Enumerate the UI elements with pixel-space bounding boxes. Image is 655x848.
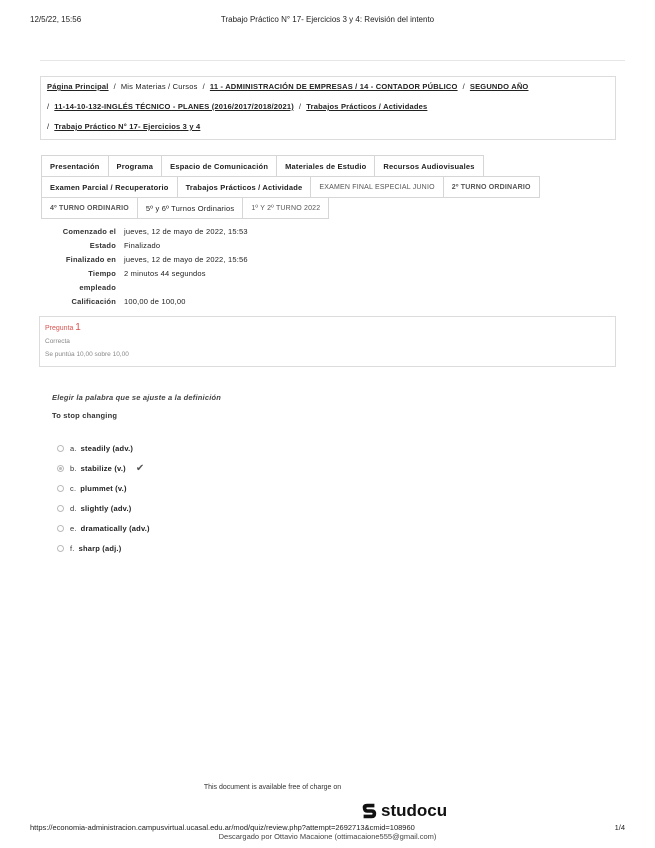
option-letter: f. — [70, 543, 75, 553]
time-value: 2 minutos 44 segundos — [124, 269, 206, 278]
state-label: Estado — [89, 241, 116, 250]
print-title: Trabajo Práctico N° 17- Ejercicios 3 y 4: Revisión del intento — [220, 15, 435, 24]
studocu-wordmark: studocu — [381, 801, 448, 820]
correct-check-icon: ✔ — [135, 462, 145, 474]
breadcrumb — [40, 76, 616, 140]
radio-button-selected[interactable] — [57, 465, 64, 472]
time-label-cont: empleado — [79, 283, 116, 292]
tab-programa[interactable]: Programa — [108, 155, 163, 177]
option-letter: d. — [70, 503, 77, 513]
tab-recursos[interactable]: Recursos Audiovisuales — [374, 155, 483, 177]
tab-4-turno[interactable]: 4º TURNO ORDINARIO — [41, 197, 138, 219]
studocu-icon — [360, 802, 378, 820]
option-text: plummet (v.) — [80, 483, 127, 493]
tab-1-2-turno[interactable]: 1º Y 2º TURNO 2022 — [242, 197, 329, 219]
attempt-summary — [40, 225, 248, 309]
page-url: https://economia-administracion.campusvirtual.ucasal.edu.ar/mod/quiz/review.php?attempt=2692713&cmid=108960 — [30, 823, 415, 832]
tab-2-turno[interactable]: 2º TURNO ORDINARIO — [443, 176, 540, 198]
question-stem: To stop changing — [52, 411, 118, 420]
page-number: 1/4 — [614, 823, 625, 832]
question-label: Pregunta — [45, 325, 74, 332]
availability-text: This document is available free of charge on — [203, 784, 342, 791]
tab-5-6-turnos[interactable]: 5º y 6º Turnos Ordinarios — [137, 197, 243, 219]
finished-value: jueves, 12 de mayo de 2022, 15:56 — [124, 255, 248, 264]
tab-examen-final[interactable]: EXAMEN FINAL ESPECIAL JUNIO — [310, 176, 443, 198]
breadcrumb-current[interactable]: Trabajo Práctico N° 17- Ejercicios 3 y 4 — [54, 122, 201, 131]
question-number: 1 — [75, 322, 81, 333]
option-letter: b. — [70, 463, 77, 473]
radio-button[interactable] — [57, 525, 64, 532]
downloaded-by: Descargado por Ottavio Macaione (ottimacaione555@gmail.com) — [218, 832, 437, 841]
tab-comunicacion[interactable]: Espacio de Comunicación — [161, 155, 277, 177]
question-instruction: Elegir la palabra que se ajuste a la definición — [52, 393, 222, 402]
grade-label: Calificación — [71, 297, 116, 306]
breadcrumb-separator: / — [202, 82, 205, 91]
option-letter: c. — [70, 483, 77, 493]
question-text — [52, 393, 221, 420]
print-date: 12/5/22, 15:56 — [30, 15, 82, 24]
breadcrumb-separator: / — [298, 102, 302, 111]
breadcrumb-section[interactable]: Trabajos Prácticos / Actividades — [306, 102, 428, 111]
answer-option[interactable] — [57, 438, 150, 458]
answer-option[interactable] — [57, 538, 150, 558]
question-score: Se puntúa 10,00 sobre 10,00 — [45, 351, 129, 358]
tab-examen-parcial[interactable]: Examen Parcial / Recuperatorio — [41, 176, 178, 198]
option-text: dramatically (adv.) — [80, 523, 150, 533]
finished-label: Finalizado en — [65, 255, 116, 264]
option-letter: a. — [70, 443, 77, 453]
state-value: Finalizado — [124, 241, 161, 250]
breadcrumb-separator: / — [462, 82, 465, 91]
answer-option[interactable] — [57, 498, 150, 518]
option-text: slightly (adv.) — [80, 503, 132, 513]
breadcrumb-home[interactable]: Página Principal — [47, 82, 109, 91]
breadcrumb-subject[interactable]: 11-14-10-132-INGLÉS TÉCNICO - PLANES (2016/2017/2018/2021) — [54, 102, 294, 111]
answer-options — [57, 438, 150, 558]
availability-note — [0, 784, 655, 791]
question-status: Correcta — [45, 338, 70, 345]
breadcrumb-separator: / — [113, 82, 116, 91]
divider — [40, 60, 625, 61]
answer-option[interactable] — [57, 518, 150, 538]
radio-button[interactable] — [57, 505, 64, 512]
radio-button[interactable] — [57, 485, 64, 492]
grade-value: 100,00 de 100,00 — [124, 297, 186, 306]
started-label: Comenzado el — [62, 227, 116, 236]
tab-trabajos-practicos[interactable]: Trabajos Prácticos / Actividade — [177, 176, 312, 198]
course-tabs — [41, 155, 601, 218]
breadcrumb-separator: / — [47, 102, 50, 111]
option-letter: e. — [70, 523, 77, 533]
option-text: sharp (adj.) — [78, 543, 122, 553]
breadcrumb-year[interactable]: SEGUNDO AÑO — [469, 82, 529, 91]
started-value: jueves, 12 de mayo de 2022, 15:53 — [124, 227, 248, 236]
studocu-logo — [360, 801, 447, 821]
breadcrumb-separator: / — [47, 122, 50, 131]
radio-button[interactable] — [57, 445, 64, 452]
tab-materiales[interactable]: Materiales de Estudio — [276, 155, 375, 177]
breadcrumb-materias: Mis Materias / Cursos — [120, 82, 198, 91]
option-text: steadily (adv.) — [80, 443, 134, 453]
breadcrumb-course[interactable]: 11 - ADMINISTRACIÓN DE EMPRESAS / 14 - CONTADOR PÚBLICO — [209, 82, 458, 91]
time-label: Tiempo — [88, 269, 116, 278]
answer-option[interactable] — [57, 478, 150, 498]
option-text: stabilize (v.) — [80, 463, 126, 473]
radio-button[interactable] — [57, 545, 64, 552]
tab-presentacion[interactable]: Presentación — [41, 155, 109, 177]
question-info — [39, 316, 616, 367]
answer-option[interactable] — [57, 458, 150, 478]
